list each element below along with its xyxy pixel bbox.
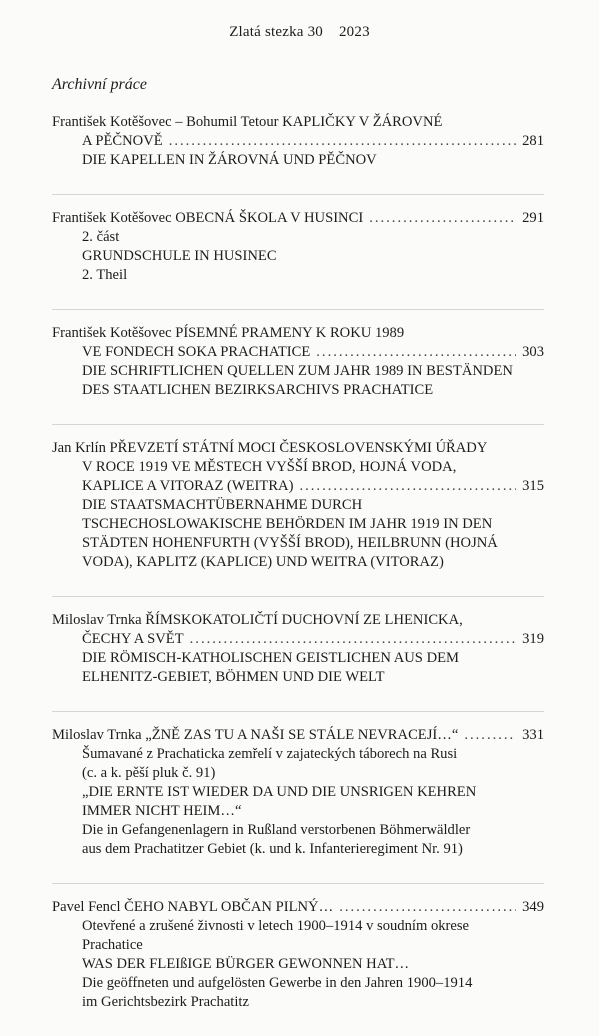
toc-line-text: WAS DER FLEIßIGE BÜRGER GEWONNEN HAT… [82,956,410,972]
toc-line-text: Miloslav Trnka „ŽNĚ ZAS TU A NAŠI SE STÁLE NEVRACEJÍ…“ [52,727,459,743]
dot-leader [299,477,516,496]
toc-entry-line [52,668,544,687]
toc-entry-line [52,477,544,496]
toc-line-text: „DIE ERNTE IST WIEDER DA UND DIE UNSRIGEN KEHREN [82,784,477,800]
toc-entry-line [52,247,544,266]
toc-entry-line [52,993,544,1012]
toc-line-text: V ROCE 1919 VE MĚSTECH VYŠŠÍ BROD, HOJNÁ VODA, [82,459,457,475]
toc-line-text: GRUNDSCHULE IN HUSINEC [82,248,277,264]
toc-entry-heading [52,113,544,132]
toc-line-text: Prachatice [82,937,143,953]
section-title: Archivní práce [52,76,147,93]
toc-entry-line [52,458,544,477]
toc-entry-heading [52,726,544,745]
toc-line-text: DIE SCHRIFTLICHEN QUELLEN ZUM JAHR 1989 IN BESTÄNDEN [82,363,513,379]
toc-entry-heading [52,324,544,343]
dot-leader [316,343,516,362]
toc-line-text: im Gerichtsbezirk Prachatitz [82,994,249,1010]
toc-line-text: A PĚČNOVĚ [82,133,163,149]
toc-entry-line [52,343,544,362]
toc-entry-line [52,802,544,821]
toc-entry-line [52,515,544,534]
toc-line-text: IMMER NICHT HEIM…“ [82,803,242,819]
toc-entry-line [52,974,544,993]
toc-entry [52,424,544,572]
toc-entry-line [52,381,544,400]
toc-entry-line [52,821,544,840]
toc-entry-heading [52,209,544,228]
toc-entry-line [52,936,544,955]
toc-entry [52,711,544,859]
toc-line-text: ELHENITZ-GEBIET, BÖHMEN UND DIE WELT [82,669,385,685]
toc-line-text: STÄDTEN HOHENFURTH (VYŠŠÍ BROD), HEILBRUNN (HOJNÁ [82,535,498,551]
toc-entry-line [52,745,544,764]
toc-line-text: DIE STAATSMACHTÜBERNAHME DURCH [82,497,363,513]
dot-leader [369,209,516,228]
toc-entry-line [52,132,544,151]
page-number: 315 [522,478,544,494]
toc-line-text: 2. Theil [82,267,128,283]
page-number: 291 [522,210,544,226]
toc-entry-line [52,362,544,381]
toc-line-text: Die in Gefangenenlagern in Rußland verstorbenen Böhmerwäldler [82,822,471,838]
page-number: 319 [522,631,544,647]
toc-entry-line [52,266,544,285]
toc-line-text: František Kotěšovec OBECNÁ ŠKOLA V HUSINCI [52,210,364,226]
toc-entry-line [52,553,544,572]
toc-entry [52,883,544,1012]
toc-line-text: František Kotěšovec – Bohumil Tetour KAPLIČKY V ŽÁROVNÉ [52,114,443,130]
toc-line-text: ČECHY A SVĚT [82,631,184,647]
toc-line-text: Jan Krlín PŘEVZETÍ STÁTNÍ MOCI ČESKOSLOVENSKÝMI ÚŘADY [52,440,488,456]
toc-line-text: VODA), KAPLITZ (KAPLICE) UND WEITRA (VITORAZ) [82,554,444,570]
toc-entry-line [52,783,544,802]
toc-line-text: TSCHECHOSLOWAKISCHE BEHÖRDEN IM JAHR 1919 IN DEN [82,516,493,532]
dot-leader [169,132,516,151]
toc-line-text: Šumavané z Prachaticka zemřelí v zajateckých táborech na Rusi [82,746,458,762]
toc-line-text: DES STAATLICHEN BEZIRKSARCHIVS PRACHATICE [82,382,434,398]
toc-entry-line [52,649,544,668]
toc-line-text: (c. a k. pěší pluk č. 91) [82,765,216,781]
toc-entry [52,596,544,687]
toc-entry [52,113,544,170]
page-number: 331 [522,727,544,743]
toc-entry-heading [52,611,544,630]
toc-entry-line [52,955,544,974]
toc-entry-heading [52,439,544,458]
toc-entry-line [52,630,544,649]
toc-entry-line [52,151,544,170]
toc-entry-line [52,228,544,247]
toc-entry-line [52,496,544,515]
toc-entry-line [52,764,544,783]
dot-leader [190,630,516,649]
toc-entry-line [52,917,544,936]
toc-line-text: Die geöffneten und aufgelösten Gewerbe in den Jahren 1900–1914 [82,975,473,991]
page-number: 303 [522,344,544,360]
journal-title: Zlatá stezka 30 [229,24,323,40]
dot-leader [339,898,516,917]
page-number: 281 [522,133,544,149]
dot-leader [464,726,516,745]
toc-entry-heading [52,898,544,917]
toc-line-text: DIE RÖMISCH-KATHOLISCHEN GEISTLICHEN AUS DEM [82,650,459,666]
toc-line-text: František Kotěšovec PÍSEMNÉ PRAMENY K ROKU 1989 [52,325,405,341]
toc-line-text: 2. část [82,229,120,245]
toc-line-text: aus dem Prachatitzer Gebiet (k. und k. Infanterieregiment Nr. 91) [82,841,463,857]
toc-entry-line [52,840,544,859]
toc-entry [52,194,544,285]
page-number: 349 [522,899,544,915]
toc-line-text: Otevřené a zrušené živnosti v letech 1900–1914 v soudním okrese [82,918,470,934]
toc-line-text: Pavel Fencl ČEHO NABYL OBČAN PILNÝ… [52,899,334,915]
journal-year: 2023 [338,24,370,40]
toc-line-text: Miloslav Trnka ŘÍMSKOKATOLIČTÍ DUCHOVNÍ ZE LHENICKA, [52,612,463,628]
toc-entry-line [52,534,544,553]
toc-entry [52,309,544,400]
running-header [0,24,599,41]
toc-line-text: DIE KAPELLEN IN ŽÁROVNÁ UND PĚČNOV [82,152,377,168]
toc-line-text: VE FONDECH SOKA PRACHATICE [82,344,311,360]
toc-line-text: KAPLICE A VITORAZ (WEITRA) [82,478,294,494]
table-of-contents [52,113,544,1036]
